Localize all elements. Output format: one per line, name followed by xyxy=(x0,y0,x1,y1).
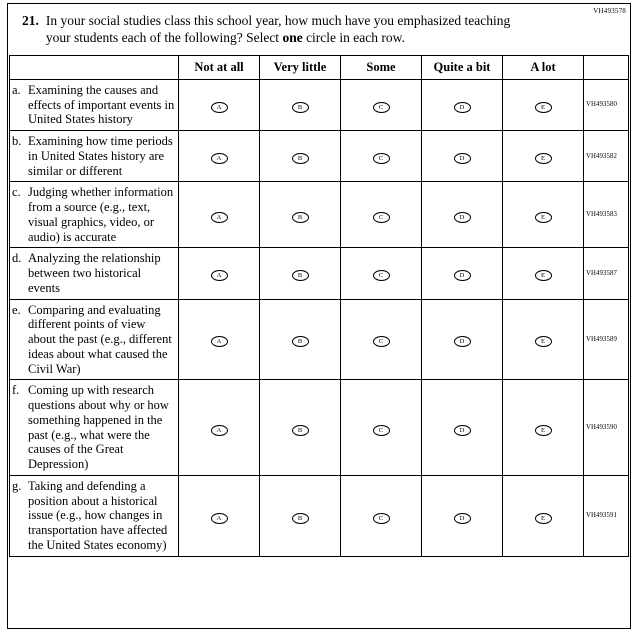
answer-bubble[interactable]: A xyxy=(211,270,228,281)
table-row xyxy=(10,475,629,556)
row-label: Examining how time periods in United States history are similar or different xyxy=(28,134,173,178)
header-row xyxy=(10,55,629,79)
answer-bubble[interactable]: E xyxy=(535,336,552,347)
question-text-after: circle in each row. xyxy=(302,29,405,45)
answer-cell xyxy=(341,475,422,556)
row-letter: b. xyxy=(12,134,22,148)
answer-cell xyxy=(341,131,422,182)
answer-cell xyxy=(503,475,584,556)
answer-cell xyxy=(179,79,260,130)
row-code: VH493582 xyxy=(584,131,629,182)
answer-cell xyxy=(260,79,341,130)
form-code: VH493578 xyxy=(593,7,626,15)
row-code: VH493583 xyxy=(584,182,629,248)
answer-cell xyxy=(422,182,503,248)
answer-bubble[interactable]: B xyxy=(292,513,309,524)
row-letter: d. xyxy=(12,251,22,266)
answer-bubble[interactable]: C xyxy=(373,212,390,223)
answer-bubble[interactable]: A xyxy=(211,513,228,524)
column-header: Very little xyxy=(260,55,341,79)
answer-bubble[interactable]: A xyxy=(211,212,228,223)
answer-bubble[interactable]: B xyxy=(292,102,309,113)
answer-cell xyxy=(341,248,422,299)
answer-bubble[interactable]: C xyxy=(373,425,390,436)
row-code: VH493580 xyxy=(584,79,629,130)
answer-bubble[interactable]: E xyxy=(535,425,552,436)
answer-cell xyxy=(179,182,260,248)
row-label: Coming up with research questions about why or how something happened in the past (e.g., what were the causes of the Great Depression) xyxy=(28,383,169,471)
row-label-cell xyxy=(10,182,179,248)
row-label: Taking and defending a position about a historical issue (e.g., how changes in transportation have affected the United States economy) xyxy=(28,478,168,552)
answer-cell xyxy=(341,79,422,130)
answer-bubble[interactable]: B xyxy=(292,212,309,223)
answer-bubble[interactable]: B xyxy=(292,336,309,347)
answer-cell xyxy=(179,299,260,380)
answer-bubble[interactable]: B xyxy=(292,153,309,164)
answer-cell xyxy=(260,299,341,380)
answer-cell xyxy=(179,475,260,556)
answer-bubble[interactable]: C xyxy=(373,513,390,524)
answer-bubble[interactable]: E xyxy=(535,513,552,524)
empty-header-cell xyxy=(10,55,179,79)
row-code: VH493589 xyxy=(584,299,629,380)
column-header: Some xyxy=(341,55,422,79)
table-row xyxy=(10,182,629,248)
answer-bubble[interactable]: C xyxy=(373,102,390,113)
table-row xyxy=(10,131,629,182)
answer-bubble[interactable]: C xyxy=(373,270,390,281)
row-letter: a. xyxy=(12,82,21,97)
answer-bubble[interactable]: D xyxy=(454,102,471,113)
answer-cell xyxy=(179,248,260,299)
table-row xyxy=(10,380,629,476)
row-label-cell xyxy=(10,299,179,380)
answer-cell xyxy=(179,131,260,182)
answer-cell xyxy=(503,380,584,476)
row-letter: g. xyxy=(12,478,22,493)
answer-cell xyxy=(260,182,341,248)
answer-cell xyxy=(260,131,341,182)
answer-cell xyxy=(260,380,341,476)
answer-cell xyxy=(341,182,422,248)
answer-bubble[interactable]: A xyxy=(211,153,228,164)
answer-bubble[interactable]: C xyxy=(373,153,390,164)
answer-cell xyxy=(503,248,584,299)
row-label: Judging whether information from a source (e.g., text, visual graphics, video, or audio) is accurate xyxy=(28,185,174,244)
row-label-cell xyxy=(10,475,179,556)
answer-cell xyxy=(422,131,503,182)
table-row xyxy=(10,79,629,130)
answer-bubble[interactable]: D xyxy=(454,270,471,281)
column-header: Not at all xyxy=(179,55,260,79)
answer-bubble[interactable]: B xyxy=(292,270,309,281)
response-matrix-table xyxy=(9,55,629,557)
question-text-before: In your social studies class this school year, how much have you emphasized teaching your students each of the following? Select xyxy=(45,13,511,45)
row-code: VH493591 xyxy=(584,475,629,556)
answer-cell xyxy=(341,299,422,380)
answer-cell xyxy=(260,248,341,299)
question-text xyxy=(46,13,524,47)
answer-bubble[interactable]: E xyxy=(535,102,552,113)
answer-bubble[interactable]: E xyxy=(535,153,552,164)
column-header: Quite a bit xyxy=(422,55,503,79)
answer-cell xyxy=(422,475,503,556)
answer-cell xyxy=(503,79,584,130)
column-header: A lot xyxy=(503,55,584,79)
answer-cell xyxy=(422,380,503,476)
answer-bubble[interactable]: A xyxy=(211,336,228,347)
answer-bubble[interactable]: D xyxy=(454,425,471,436)
answer-bubble[interactable]: E xyxy=(535,212,552,223)
question-block xyxy=(8,4,630,53)
answer-bubble[interactable]: D xyxy=(454,513,471,524)
table-row xyxy=(10,299,629,380)
row-label: Analyzing the relationship between two historical events xyxy=(28,251,161,295)
answer-cell xyxy=(422,299,503,380)
row-letter: c. xyxy=(12,185,21,200)
answer-cell xyxy=(503,131,584,182)
answer-bubble[interactable]: D xyxy=(454,336,471,347)
row-label-cell xyxy=(10,131,179,182)
answer-bubble[interactable]: E xyxy=(535,270,552,281)
row-code: VH493587 xyxy=(584,248,629,299)
code-column-header xyxy=(584,55,629,79)
table-row xyxy=(10,248,629,299)
answer-bubble[interactable]: B xyxy=(292,425,309,436)
answer-bubble[interactable]: D xyxy=(454,212,471,223)
answer-cell xyxy=(179,380,260,476)
row-label-cell xyxy=(10,248,179,299)
question-number: 21. xyxy=(22,13,39,28)
row-letter: f. xyxy=(12,383,20,398)
answer-bubble[interactable]: D xyxy=(454,153,471,164)
answer-cell xyxy=(341,380,422,476)
row-label-cell xyxy=(10,380,179,476)
row-label-cell xyxy=(10,79,179,130)
answer-bubble[interactable]: C xyxy=(373,336,390,347)
row-label: Comparing and evaluating different points of view about the past (e.g., different ideas about what caused the Civil War) xyxy=(28,302,172,376)
row-label: Examining the causes and effects of important events in United States history xyxy=(28,82,175,127)
row-code: VH493590 xyxy=(584,380,629,476)
answer-cell xyxy=(503,299,584,380)
answer-cell xyxy=(503,182,584,248)
answer-cell xyxy=(422,248,503,299)
answer-cell xyxy=(260,475,341,556)
answer-bubble[interactable]: A xyxy=(211,102,228,113)
question-text-bold: one xyxy=(282,29,303,45)
answer-cell xyxy=(422,79,503,130)
answer-bubble[interactable]: A xyxy=(211,425,228,436)
questionnaire-page xyxy=(7,3,631,629)
row-letter: e. xyxy=(12,302,21,317)
